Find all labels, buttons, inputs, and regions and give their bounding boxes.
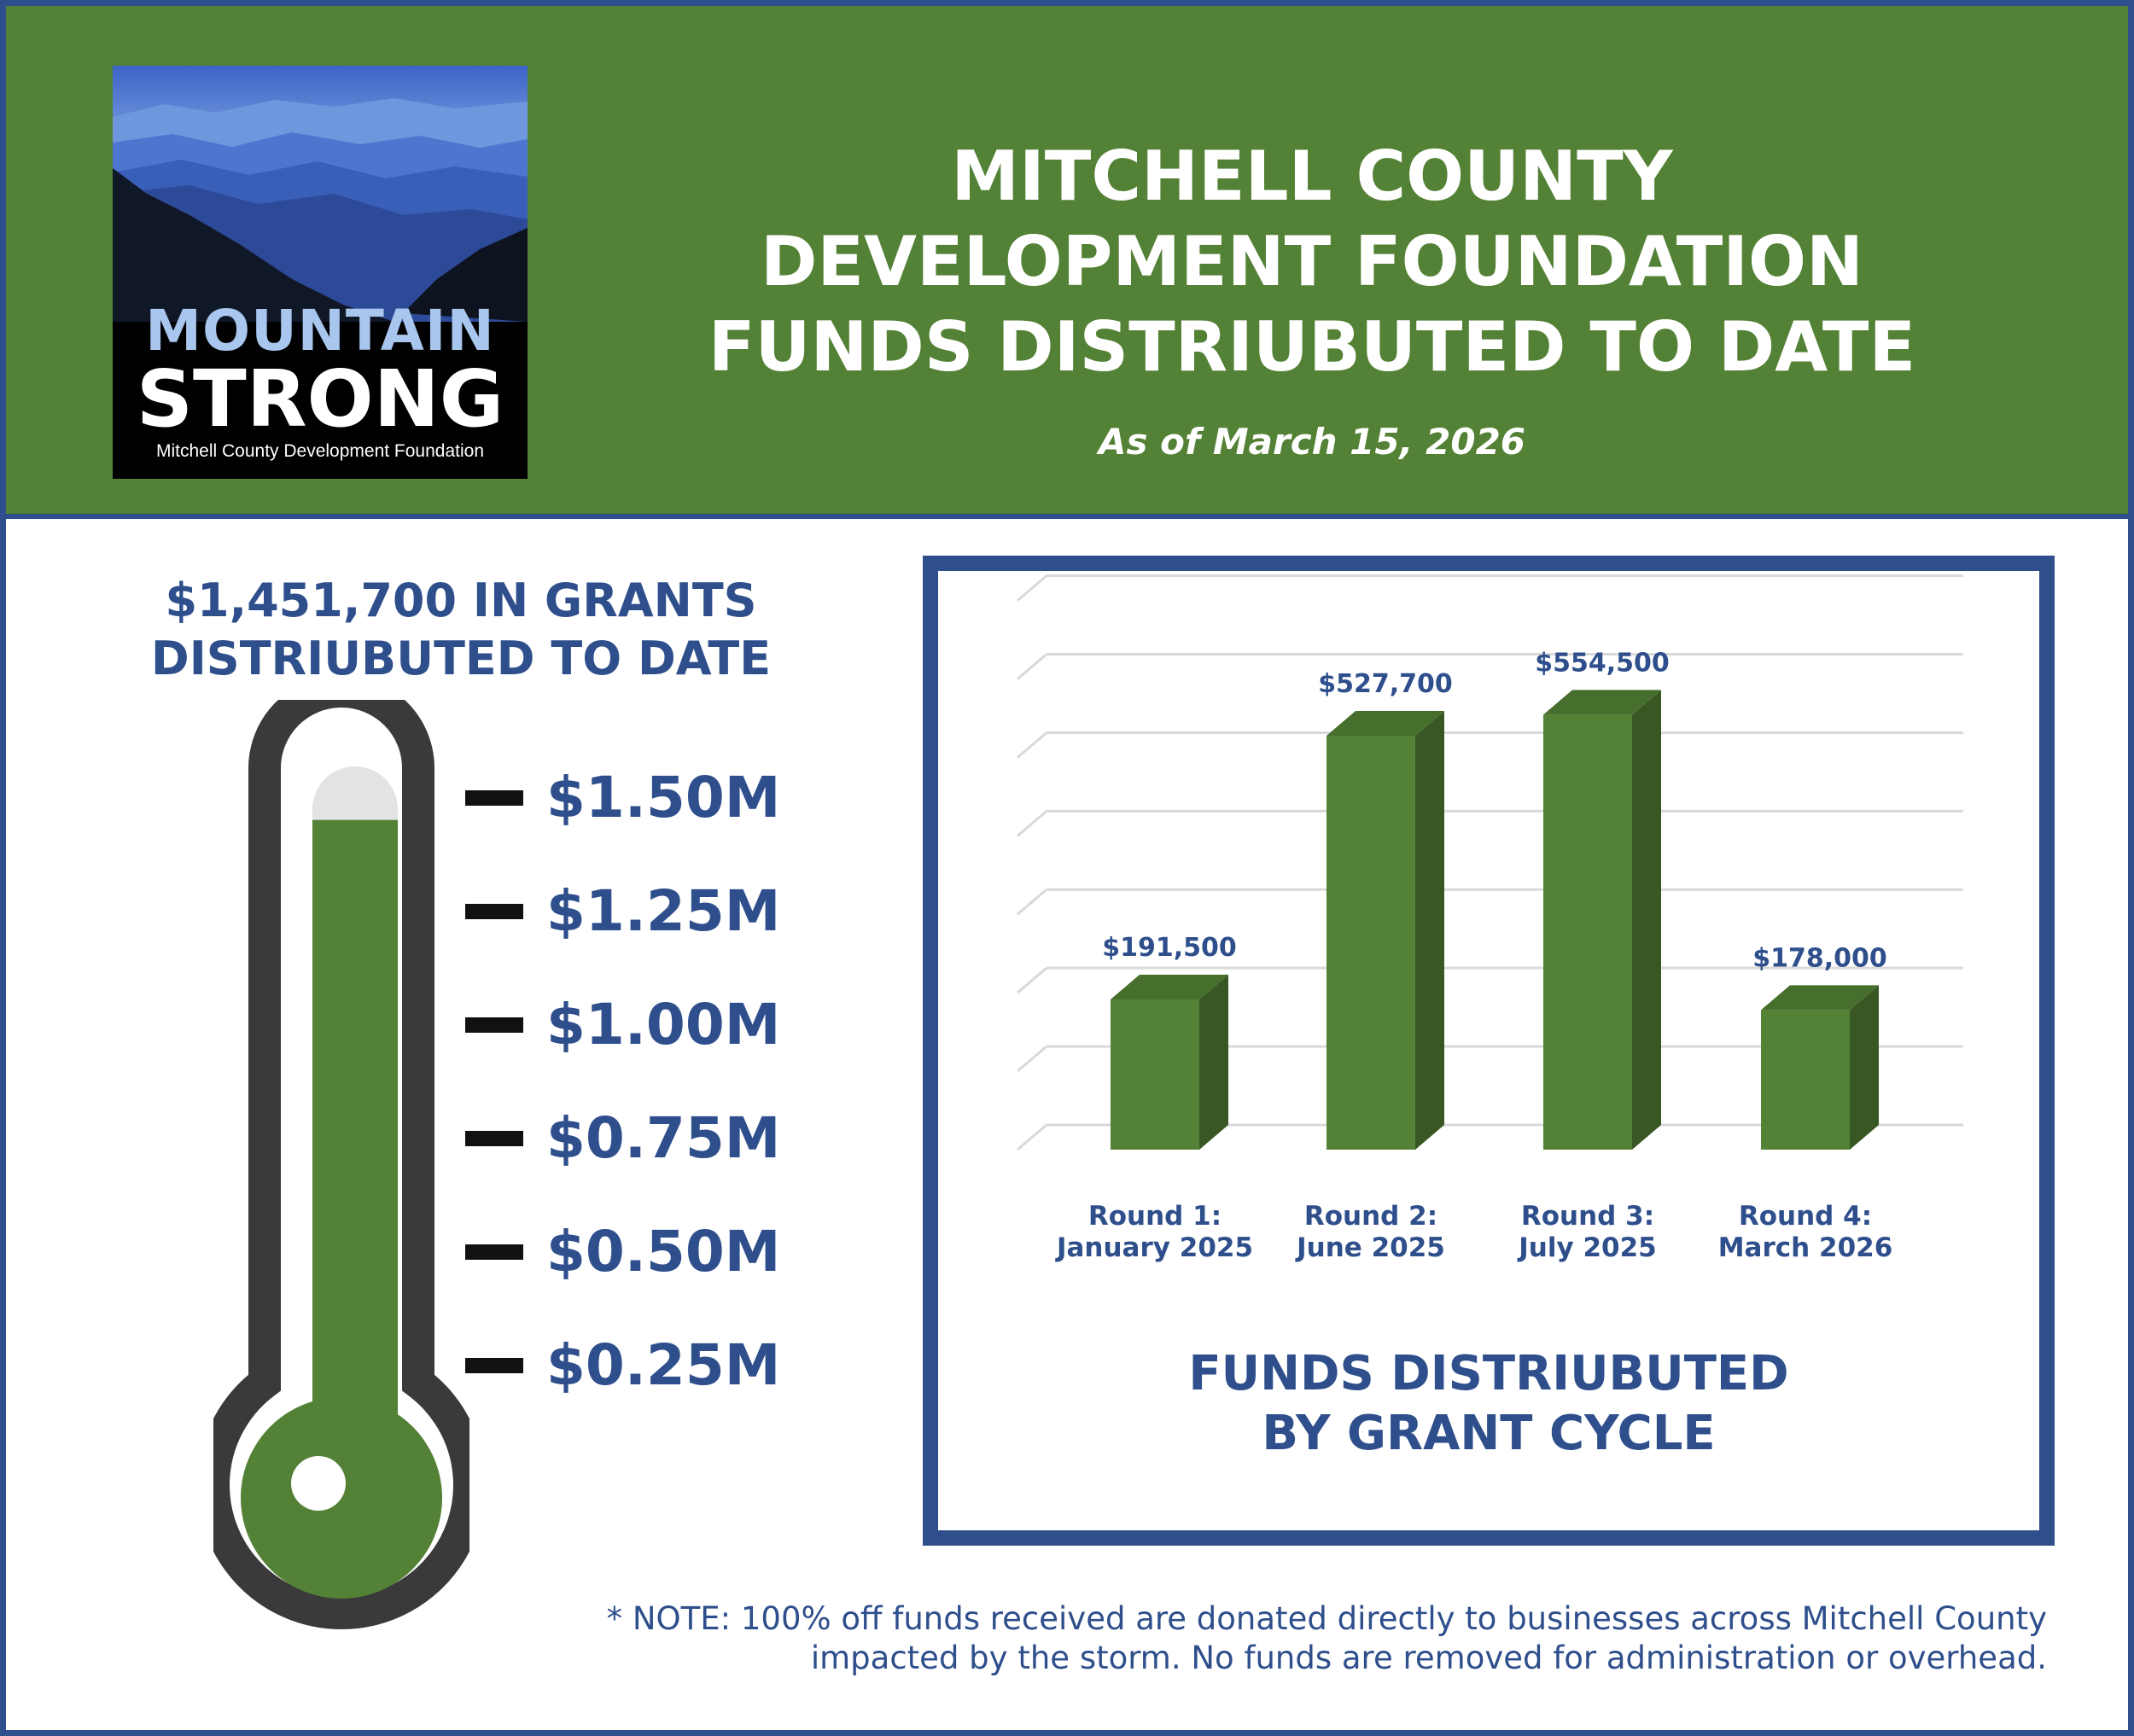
chart-title-line-2: BY GRANT CYCLE <box>1262 1406 1716 1461</box>
gridline-depth <box>1017 1046 1047 1071</box>
mountain-strong-logo <box>113 66 528 479</box>
category-label: Round 3: <box>1520 1201 1655 1232</box>
footnote-line-2: impacted by the storm. No funds are removed for administration or overhead. <box>810 1640 2047 1676</box>
chart-title <box>923 1344 2055 1464</box>
category-label: June 2025 <box>1297 1232 1445 1263</box>
bar-front <box>1543 714 1632 1150</box>
gridline-depth <box>1017 811 1047 836</box>
scale-label: $0.50M <box>546 1219 781 1285</box>
chart-title-line-1: FUNDS DISTRIUBUTED <box>1188 1346 1789 1401</box>
scale-tick <box>465 790 523 806</box>
scale-label: $1.25M <box>546 878 781 944</box>
category-label: Round 2: <box>1303 1201 1438 1232</box>
scale-tick <box>465 1244 523 1260</box>
category-label: Round 4: <box>1738 1201 1873 1232</box>
gridline-depth <box>1017 576 1047 601</box>
logo-subtitle: Mitchell County Development Foundation <box>155 441 485 461</box>
title-line-3: FUNDS DISTRIUBUTED TO DATE <box>708 307 1916 387</box>
bar-value-label: $178,000 <box>1752 943 1887 974</box>
bar-value-label: $554,500 <box>1535 648 1670 679</box>
bar-side <box>1632 690 1661 1150</box>
gridline-depth <box>1017 889 1047 914</box>
total-headline-line-2: DISTRIUBUTED TO DATE <box>150 632 772 685</box>
total-headline-line-1: $1,451,700 IN GRANTS <box>165 574 757 627</box>
scale-tick <box>465 1358 523 1373</box>
bar-value-label: $191,500 <box>1102 932 1237 963</box>
thermometer-bulb-highlight <box>291 1456 346 1511</box>
footnote-line-1: * NOTE: 100% off funds received are donated directly to businesses across Mitchell County <box>606 1600 2047 1637</box>
category-label: January 2025 <box>1056 1232 1254 1263</box>
gridline-depth <box>1017 732 1047 757</box>
logo-word-mountain: MOUNTAIN <box>145 298 495 364</box>
title-line-1: MITCHELL COUNTY <box>951 137 1673 216</box>
scale-label: $0.25M <box>546 1332 781 1398</box>
gridline-depth <box>1017 655 1047 679</box>
header-banner <box>6 6 2128 519</box>
category-label: July 2025 <box>1519 1232 1657 1263</box>
bar-front <box>1326 736 1415 1150</box>
bar-front <box>1761 1010 1850 1150</box>
scale-tick <box>465 1017 523 1033</box>
as-of-date: As of March 15, 2026 <box>1098 421 1526 463</box>
bar-side <box>1415 711 1444 1150</box>
bar-side <box>1199 975 1228 1150</box>
scale-tick <box>465 1131 523 1146</box>
page-title <box>603 134 2020 390</box>
bar-side <box>1850 985 1879 1150</box>
bar-value-label: $527,700 <box>1318 669 1453 699</box>
scale-tick <box>465 904 523 919</box>
thermometer-gauge <box>213 700 469 1630</box>
gridline-depth <box>1017 968 1047 993</box>
category-label: Round 1: <box>1087 1201 1222 1232</box>
total-headline <box>68 572 854 688</box>
scale-label: $1.00M <box>546 992 781 1057</box>
category-label: March 2026 <box>1717 1232 1893 1263</box>
footnote <box>444 1599 2047 1678</box>
bar-front <box>1111 999 1199 1150</box>
scale-label: $0.75M <box>546 1105 781 1171</box>
scale-label: $1.50M <box>546 765 781 830</box>
gridline-depth <box>1017 1125 1047 1150</box>
title-line-2: DEVELOPMENT FOUNDATION <box>761 222 1863 301</box>
logo-word-strong: STRONG <box>136 353 504 445</box>
